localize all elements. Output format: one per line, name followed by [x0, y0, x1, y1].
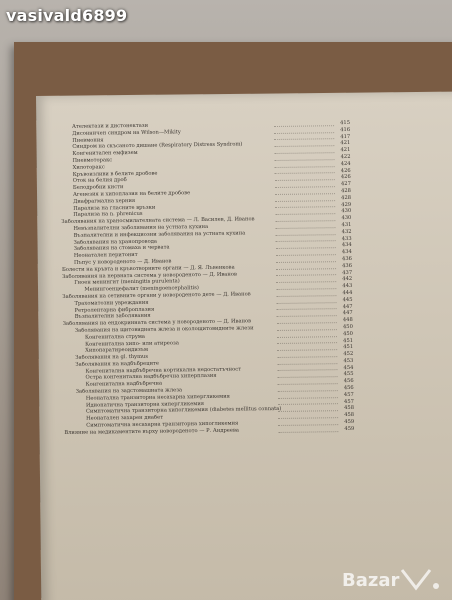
toc-title: Болести на кръвта и кръвотворните органи — Д. Я. Лъвенкова — [61, 264, 235, 273]
toc-title: Конгенитална хипо- или атиреоза — [85, 339, 179, 348]
toc-title: Симптоматична несахарна транзиторна хипогликемия — [86, 420, 239, 429]
toc-page-number: 458 — [344, 405, 355, 412]
toc-page-number: 426 — [340, 174, 351, 181]
toc-title: Менингоенцефалит (meningoencephalitis) — [84, 285, 199, 293]
svg-text:Bazar: Bazar — [342, 570, 400, 591]
toc-title: Пъпус у новороденото — Д. Иванов — [73, 258, 172, 266]
toc-page-number: 416 — [340, 126, 351, 133]
toc-title: Заболявания на сетивните органи у новороденото дете — Д. Иванов — [62, 291, 251, 300]
toc-title: Парализа на n. phrenicus — [73, 211, 143, 219]
toc-page-number: 431 — [341, 221, 352, 229]
toc-title: Ателектази и дистонектази — [71, 122, 149, 130]
toc-page-number: 424 — [340, 160, 351, 167]
toc-page-number: 430 — [341, 215, 352, 222]
toc-title: Заболявания на нервната система у новороденото — Д. Иванов — [62, 271, 237, 280]
toc-title: Хипопаратиреоидизъм — [85, 347, 149, 354]
toc-page-number: 455 — [343, 371, 354, 378]
toc-page-number: 422 — [340, 153, 351, 161]
toc-page-number: 450 — [343, 330, 353, 337]
toc-title: Заболявания на gl. thymus — [75, 353, 149, 361]
toc-page-number: 454 — [343, 364, 354, 371]
toc-title: Влияние на медикаментите върху новороденото — Р. Андреева — [64, 427, 239, 436]
toc-page-number: 421 — [340, 147, 351, 154]
toc-page-number: 436 — [342, 262, 353, 269]
toc-page-number: 429 — [341, 201, 352, 208]
toc-title: Дисонничен синдром на Wilson—Mikity — [72, 129, 181, 137]
toc-title: Пневмоторакс — [72, 157, 113, 164]
toc-title: Заболявания на хранопровода — [73, 238, 158, 246]
toc-title: Неонатална транзиторна несахарна хипергликемия — [85, 393, 230, 402]
bazar-logo-icon — [336, 566, 446, 594]
toc-page-number: 443 — [342, 283, 353, 290]
toc-title: Възпалителни и инфекциозни заболявания на устната кухина — [73, 230, 246, 239]
toc-page-number: 451 — [343, 337, 354, 344]
toc-title: Заболявания на ендокринната система у новороденото — Д. Иванов — [62, 318, 252, 328]
toc-title: Възпалителни заболявания — [74, 313, 151, 321]
toc-page-number: 459 — [344, 418, 355, 426]
toc-title: Симптоматична транзиторна хипогликемия (diabetes mellitus connata) — [85, 406, 282, 416]
toc-page-number: 428 — [341, 187, 352, 195]
toc-title: Заболявания на задстомашната жлеза — [75, 387, 183, 395]
toc-title: Конгенитален емфизем — [72, 150, 138, 158]
toc-page-number: 457 — [343, 398, 354, 405]
toc-page-number: 445 — [342, 296, 353, 303]
toc-page-number: 434 — [341, 242, 352, 249]
toc-page-number: 448 — [342, 317, 353, 324]
toc-page-number: 459 — [344, 425, 355, 432]
toc-title: Синдром на скъсаното дишане (Respiratory Distress Syndrom) — [72, 141, 243, 151]
toc-title: Пневмония — [72, 136, 104, 144]
toc-title: Неонатален захарен диабет — [86, 414, 164, 422]
toc-title: Остра конгенитална надбъбречна хиперплазия — [85, 373, 217, 382]
toc-page-number: 442 — [342, 276, 353, 283]
toc-page-number: 415 — [340, 119, 351, 127]
toc-title: Конгенитална надбъбречна — [85, 380, 163, 388]
toc-page-number: 450 — [342, 323, 353, 330]
toc-page-number: 451 — [343, 344, 354, 351]
toc-title: Гноен менингит (meningitis purulenta) — [74, 278, 180, 287]
toc-title: Заболявания на щитовидната жлеза и околощитовидните жлези — [74, 325, 254, 334]
toc-page-number: 434 — [341, 249, 352, 256]
toc-title: Трахоматозни увреждания — [74, 299, 149, 307]
toc-title: Ретролентарна фиброплазия — [74, 306, 155, 314]
toc-title: Агенезия и хипоплазия на белите дробове — [72, 190, 191, 198]
toc-title: Заболявания на храносмилателната система — Л. Василев, Д. Иванов — [61, 216, 255, 226]
toc-page-number: 457 — [343, 391, 354, 398]
toc-page-number: 428 — [341, 194, 352, 201]
toc-title: Парализа на гласните връзки — [73, 204, 156, 212]
toc-title: Неонатален перитонит — [73, 252, 138, 259]
toc-page-number: 458 — [344, 412, 355, 419]
toc-title: Белодробни кисти — [72, 184, 124, 191]
toc-title: Конгенитална струма — [84, 333, 146, 341]
toc-page-number: 417 — [340, 133, 351, 140]
toc-page-number: 444 — [342, 289, 353, 296]
toc-title: Заболявания на надбъбреците — [75, 360, 160, 368]
toc-page-number: 456 — [343, 378, 354, 385]
toc-title: Заболявания на стомаха и червата — [73, 244, 170, 253]
toc-title: Конгенитална надбъбречна кортикална недостатъчност — [85, 366, 242, 375]
toc-page-number: 452 — [343, 351, 354, 358]
toc-page-number: 430 — [341, 208, 352, 215]
toc-page-number: 421 — [340, 140, 351, 147]
toc-title: Кръвоизливи в белите дробове — [72, 170, 158, 178]
toc-title: Хилоторакс — [72, 164, 105, 171]
toc-page-number: 426 — [340, 167, 351, 174]
toc-title: Оток на белия дроб — [72, 177, 127, 185]
toc-leader-dots — [278, 431, 338, 433]
toc-page-number: 447 — [342, 303, 353, 310]
toc-title: Диафрагмална херния — [73, 197, 136, 205]
toc-page-number: 436 — [341, 255, 352, 263]
toc-page-number: 433 — [341, 235, 352, 242]
toc-page-number: 427 — [340, 181, 351, 188]
toc-page-number: 437 — [342, 269, 353, 276]
table-of-contents — [60, 120, 354, 437]
toc-page-number: 456 — [343, 385, 354, 392]
toc-title: Невъзпалителни заболявания на устната кухина — [73, 223, 209, 232]
toc-page-number: 453 — [343, 357, 354, 364]
toc-page-number: 432 — [341, 228, 352, 235]
seller-watermark: vasivald6899 — [6, 6, 128, 25]
toc-page-number: 447 — [342, 310, 353, 317]
toc-title: Идиопатична транзиторна хипергликемия — [85, 400, 205, 409]
